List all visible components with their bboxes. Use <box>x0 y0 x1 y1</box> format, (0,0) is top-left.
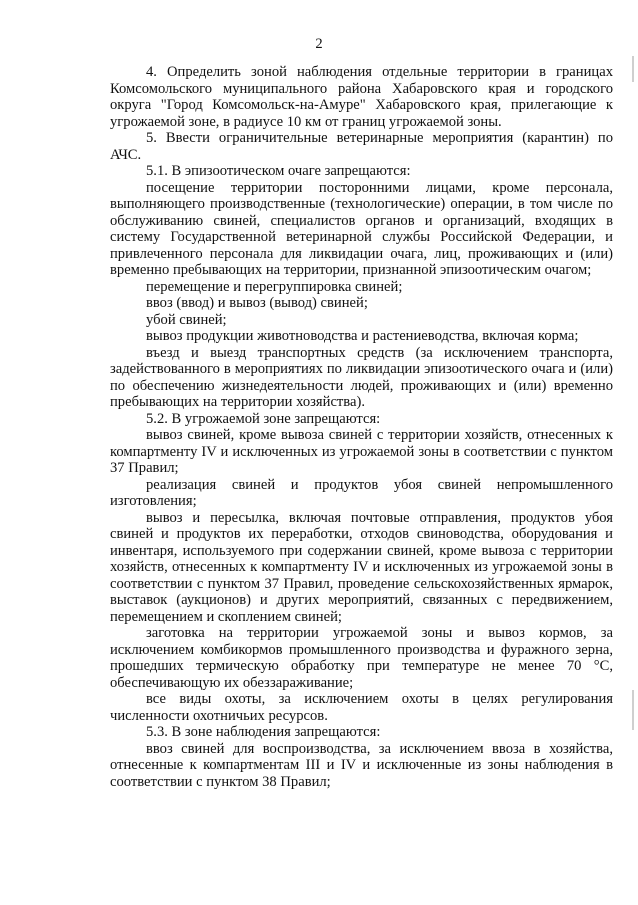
paragraph-5-2-heading: 5.2. В угрожаемой зоне запрещаются: <box>146 410 381 427</box>
paragraph-5-1-import-export: ввоз (ввод) и вывоз (вывод) свиней; <box>146 295 368 311</box>
paragraph-4-observation-zone: 4. Определить зоной наблюдения отдельные территории в границах Комсомольского муниципального района Хабаровского края и городского округа "Город Комсомольск-на-Амуре" Хабаровского края, прилегающие к угрожаемой зоне, в радиусе 10 км от границ угрожаемой зоны. <box>110 64 613 130</box>
paragraph-5-2-pig-export: вывоз свиней, кроме вывоза свиней с территории хозяйств, отнесенных к компартменту IV и исключенных из угрожаемой зоны в соответствии с пунктом 37 Правил; <box>110 427 613 476</box>
paragraph-5-1-vehicles: въезд и выезд транспортных средств (за исключением транспорта, задействованного в мероприятиях по ликвидации эпизоотического очага и (или) по обеспечению жизнедеятельности людей, проживающих и (или) временно пребывающих на территории хозяйства). <box>110 344 613 410</box>
paragraph-5-2-sale: реализация свиней и продуктов убоя свиней непромышленного изготовления; <box>110 476 613 509</box>
paragraph-5-3-breeding-import: ввоз свиней для воспроизводства, за исключением ввоза в хозяйства, отнесенные к компартментам III и IV и исключенные из зоны наблюдения в соответствии с пунктом 38 Правил; <box>110 740 613 790</box>
paragraph-5-2-feed: заготовка на территории угрожаемой зоны и вывоз кормов, за исключением комбикормов промышленного производства и фуражного зерна, прошедших термическую обработку при температуре не менее 70 °С, обеспечивающую их обеззараживание; <box>110 625 613 691</box>
paragraph-5-1-slaughter: убой свиней; <box>146 311 227 328</box>
document-body <box>110 64 613 790</box>
paragraph-5-1-visits: посещение территории посторонними лицами, кроме персонала, выполняющего производственные (технологические) операции, в том числе по обслуживанию свиней, специалистов органов и организаций, входящих в систему Государственной ветеринарной службы Российской Федерации, и привлеченного персонала для ликвидации очага, лиц, проживающих и (или) временно пребывающих на территории, признанной эпизоотическим очагом; <box>110 179 613 278</box>
paragraph-5-1-products: вывоз продукции животноводства и растениеводства, включая корма; <box>146 328 579 344</box>
paragraph-5-2-hunting: все виды охоты, за исключением охоты в целях регулирования численности охотничьих ресурсов. <box>110 691 613 724</box>
scan-edge-mark <box>632 690 634 730</box>
paragraph-5-1-movement: перемещение и перегруппировка свиней; <box>146 278 403 295</box>
page-number: 2 <box>315 36 323 52</box>
paragraph-5-2-shipping: вывоз и пересылка, включая почтовые отправления, продуктов убоя свиней и продуктов их переработки, отходов свиноводства, оборудования и инвентаря, используемого при содержании свиней, кроме вывоза с территории хозяйств, отнесенных к компартменту IV и исключенных из угрожаемой зоны в соответствии с пунктом 37 Правил, проведение сельскохозяйственных ярмарок, выставок (аукционов) и других мероприятий, связанных с передвижением, перемещением и скоплением свиней; <box>110 509 613 625</box>
scan-edge-mark <box>632 56 634 82</box>
paragraph-5-1-heading: 5.1. В эпизоотическом очаге запрещаются: <box>146 163 411 179</box>
paragraph-5-quarantine: 5. Ввести ограничительные ветеринарные мероприятия (карантин) по АЧС. <box>110 130 613 163</box>
paragraph-5-3-heading: 5.3. В зоне наблюдения запрещаются: <box>146 724 381 740</box>
